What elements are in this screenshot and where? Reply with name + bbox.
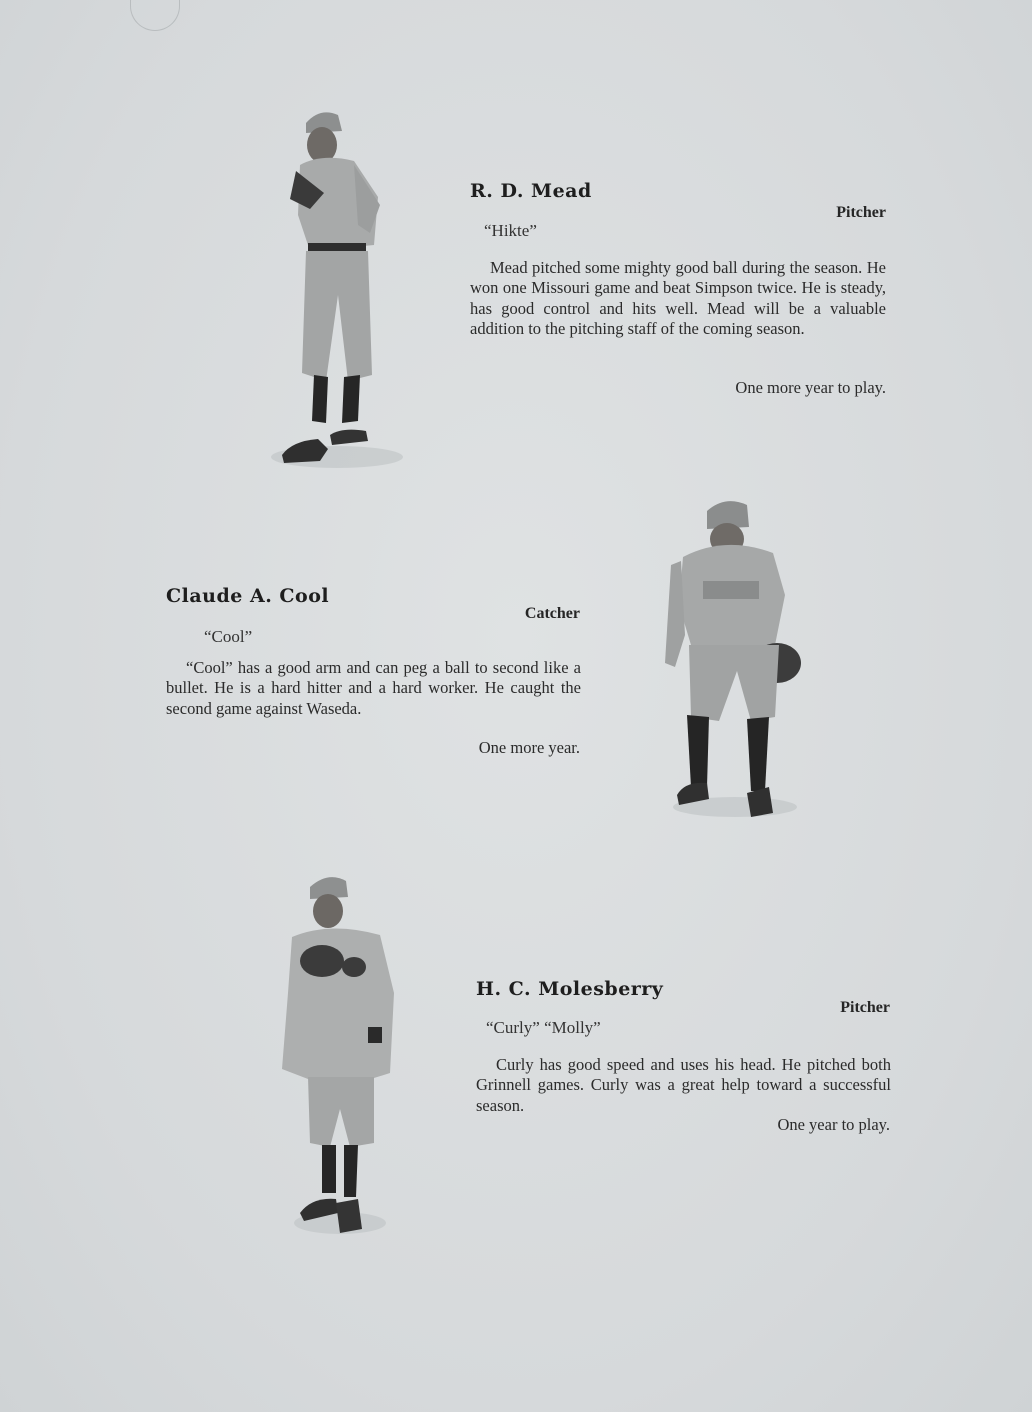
player-position: Catcher [524,605,580,622]
player-position: Pitcher [836,204,886,221]
player-years-remaining: One more year to play. [735,378,886,397]
player-years-remaining: One year to play. [777,1115,890,1134]
player-name: Claude A. Cool [166,585,330,607]
cool-photo [655,495,815,830]
player-description: Curly has good speed and uses his head. He pitched both Grinnell games. Curly was a great help toward a successful season. [476,1055,891,1115]
player-nickname: “Hikte” [484,221,537,240]
page-corner-mark [130,0,180,31]
molesberry-photo [278,873,408,1241]
player-name: R. D. Mead [470,180,592,202]
player-description: “Cool” has a good arm and can peg a ball to second like a bullet. He is a hard hitter and a hard worker. He caught the second game against Waseda. [166,658,581,718]
player-nickname: “Cool” [204,627,253,646]
player-name: H. C. Molesberry [476,978,664,1000]
player-position: Pitcher [840,999,890,1016]
mead-photo [262,105,412,475]
player-description: Mead pitched some mighty good ball during the season. He won one Missouri game and beat Simpson twice. He is steady, has good control and hits well. Mead will be a valuable addition to the pitching staff of the coming season. [470,258,886,339]
player-years-remaining: One more year. [478,738,580,757]
player-nickname: “Curly” “Molly” [486,1018,601,1037]
